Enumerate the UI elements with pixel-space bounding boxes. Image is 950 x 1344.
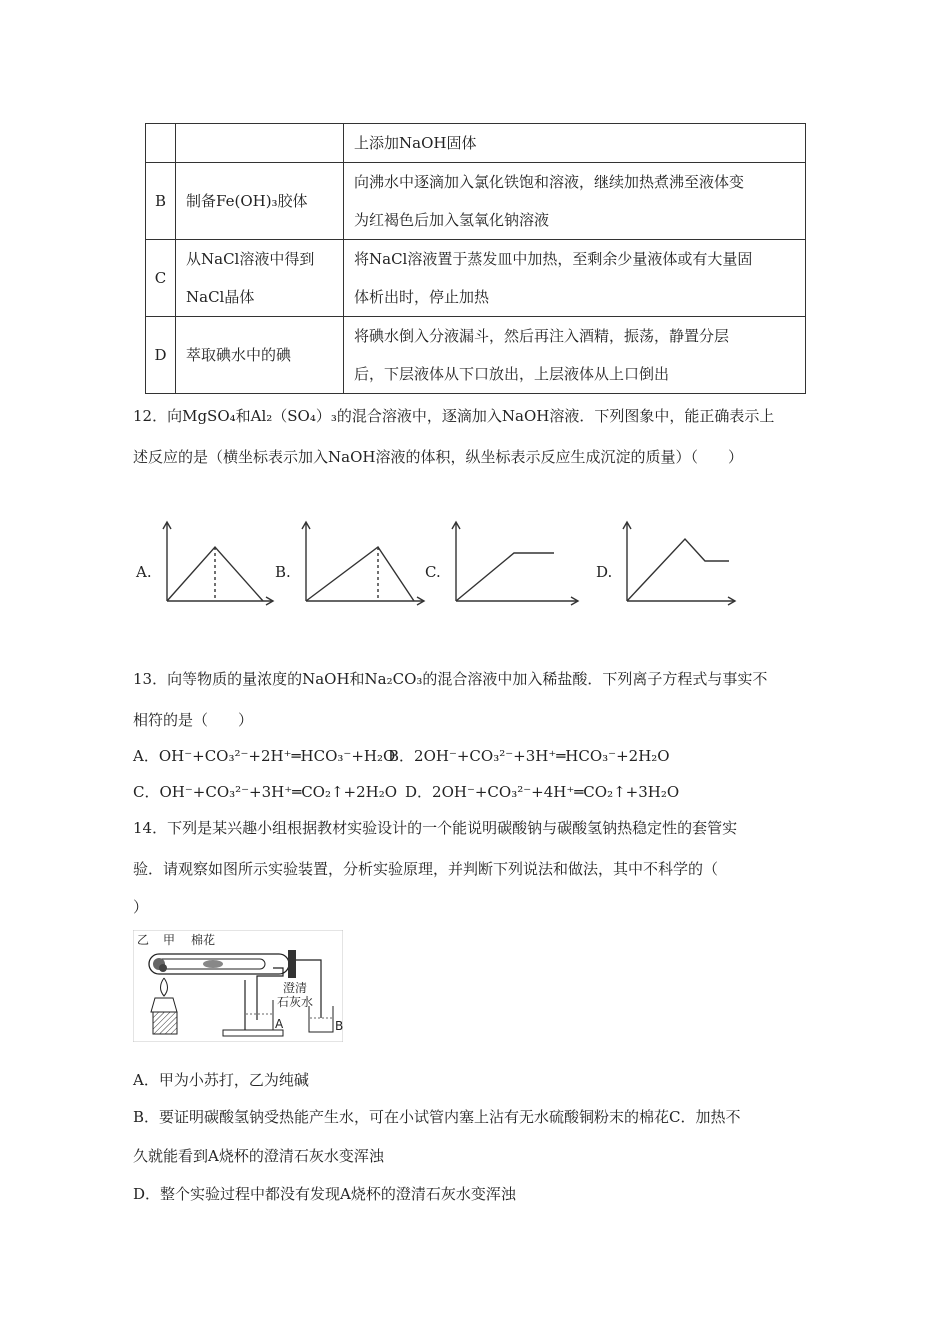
label-a: A — [275, 1017, 284, 1031]
row-purpose: 从NaCl溶液中得到 NaCl晶体 — [176, 240, 344, 317]
table-row — [146, 163, 806, 240]
q14-apparatus-figure — [133, 930, 343, 1042]
row-key: D — [146, 317, 176, 394]
table-row — [146, 124, 806, 163]
q12-option-d-label: D. — [596, 563, 613, 581]
q12-option-c-label: C. — [425, 563, 441, 581]
row-key — [146, 124, 176, 163]
q14-stem-line2: 验．请观察如图所示实验装置，分析实验原理，并判断下列说法和做法，其中不科学的（ — [133, 860, 719, 878]
row-purpose: 制备Fe(OH)₃胶体 — [176, 163, 344, 240]
label-shihuishui: 石灰水 — [277, 995, 314, 1009]
q12-stem-line2: 述反应的是（横坐标表示加入NaOH溶液的体积，纵坐标表示反应生成沉淀的质量）（ ） — [133, 448, 743, 466]
q14-option-c-continued: 久就能看到A烧杯的澄清石灰水变浑浊 — [133, 1147, 384, 1165]
q11-options-table — [145, 123, 806, 394]
q13-option-a: A．OH⁻+CO₃²⁻+2H⁺═HCO₃⁻+H₂O — [133, 747, 396, 765]
q14-option-a: A．甲为小苏打，乙为纯碱 — [133, 1071, 309, 1089]
q14-option-d: D．整个实验过程中都没有发现A烧杯的澄清石灰水变浑浊 — [133, 1185, 516, 1203]
q12-option-a-label: A. — [136, 563, 152, 581]
q13-stem-line2: 相符的是（ ） — [133, 711, 254, 729]
q13-option-c: C．OH⁻+CO₃²⁻+3H⁺═CO₂↑+2H₂O — [133, 783, 398, 801]
table-row — [146, 240, 806, 317]
label-b: B — [335, 1019, 343, 1033]
table-row — [146, 317, 806, 394]
q14-option-b: B．要证明碳酸氢钠受热能产生水，可在小试管内塞上沾有无水硫酸铜粉末的棉花C．加热不 — [133, 1108, 741, 1126]
q13-option-d: D．2OH⁻+CO₃²⁻+4H⁺═CO₂↑+3H₂O — [405, 783, 680, 801]
row-method: 向沸水中逐滴加入氯化铁饱和溶液，继续加热煮沸至液体变 为红褐色后加入氢氧化钠溶液 — [344, 163, 806, 240]
label-yi: 乙 — [137, 933, 150, 947]
label-mianhua: 棉花 — [191, 933, 216, 947]
row-purpose: 萃取碘水中的碘 — [176, 317, 344, 394]
q14-stem-line3: ） — [133, 898, 149, 916]
q12-graph-b — [294, 517, 429, 607]
row-method: 将碘水倒入分液漏斗，然后再注入酒精，振荡，静置分层 后，下层液体从下口放出，上层液体从上口倒出 — [344, 317, 806, 394]
q12-graph-d — [615, 517, 739, 607]
row-key: C — [146, 240, 176, 317]
q14-stem-line1: 14．下列是某兴趣小组根据教材实验设计的一个能说明碳酸钠与碳酸氢钠热稳定性的套管实 — [133, 819, 738, 837]
label-chengqing: 澄清 — [283, 981, 308, 995]
q12-graph-a — [155, 517, 277, 607]
q12-option-b-label: B. — [275, 563, 291, 581]
q13-option-b: B．2OH⁻+CO₃²⁻+3H⁺═HCO₃⁻+2H₂O — [388, 747, 670, 765]
q12-graph-c — [444, 517, 582, 607]
row-purpose — [176, 124, 344, 163]
row-method: 上添加NaOH固体 — [344, 124, 806, 163]
q12-stem-line1: 12．向MgSO₄和Al₂（SO₄）₃的混合溶液中，逐滴加入NaOH溶液．下列图象中，能正确表示上 — [133, 407, 775, 425]
row-key: B — [146, 163, 176, 240]
q13-stem-line1: 13．向等物质的量浓度的NaOH和Na₂CO₃的混合溶液中加入稀盐酸．下列离子方程式与事实不 — [133, 670, 768, 688]
row-method: 将NaCl溶液置于蒸发皿中加热，至剩余少量液体或有大量固 体析出时，停止加热 — [344, 240, 806, 317]
label-jia: 甲 — [163, 933, 176, 947]
